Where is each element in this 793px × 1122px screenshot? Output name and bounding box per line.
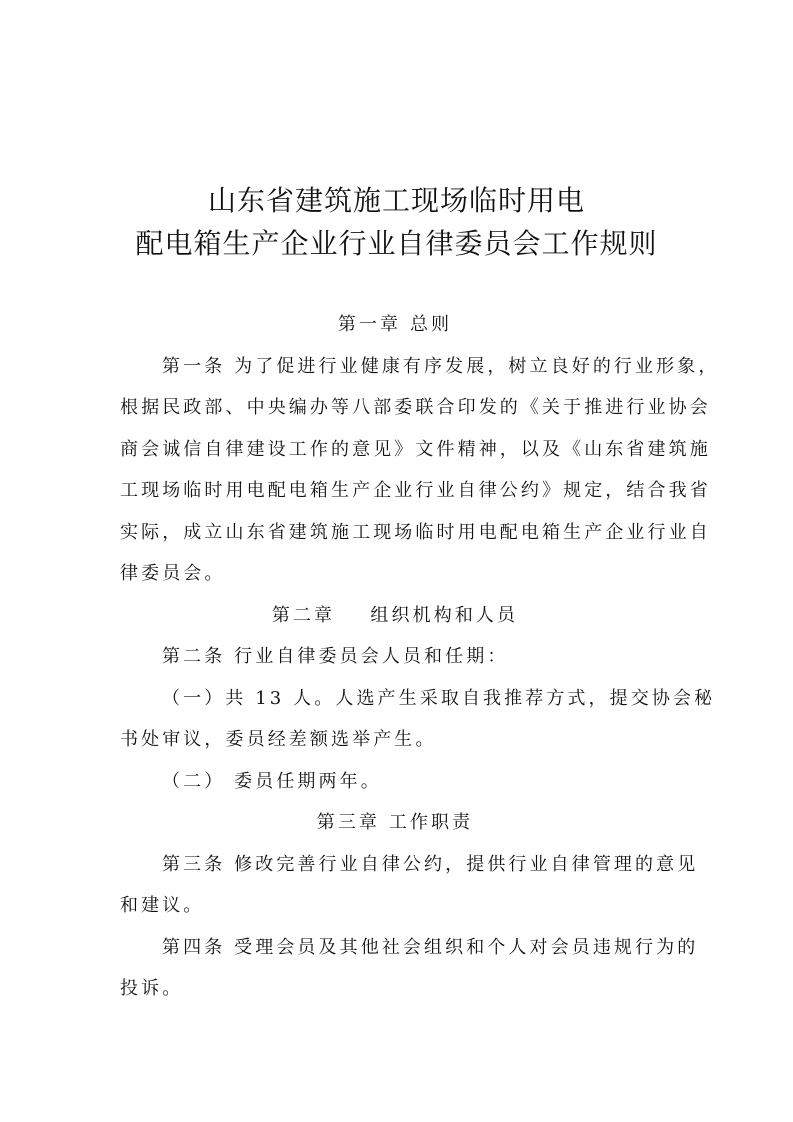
title-line-1: 山东省建筑施工现场临时用电	[207, 184, 585, 217]
paragraph-line: 第四条 受理会员及其他社会组织和个人对会员违规行为的	[162, 936, 699, 958]
paragraph-line: 实际，成立山东省建筑施工现场临时用电配电箱生产企业行业自	[120, 521, 711, 543]
paragraph-line: 商会诚信自律建设工作的意见》文件精神，以及《山东省建筑施	[120, 438, 711, 460]
paragraph-line: 工现场临时用电配电箱生产企业行业自律公约》规定，结合我省	[120, 480, 711, 501]
paragraph-line: 书处审议，委员经差额选举产生。	[120, 729, 437, 750]
paragraph-line: （二） 委员任期两年。	[162, 770, 382, 792]
chapter-heading: 第二章 组织机构和人员	[271, 604, 519, 626]
paragraph-line: 第一条 为了促进行业健康有序发展，树立良好的行业形象，	[162, 355, 720, 377]
paragraph-line: 和建议。	[120, 895, 205, 916]
paragraph-line: 律委员会。	[120, 563, 226, 584]
paragraph-line: （一）共 13 人。人选产生采取自我推荐方式，提交协会秘	[162, 687, 716, 709]
chapter-heading: 第三章 工作职责	[316, 812, 474, 833]
paragraph-line: 投诉。	[120, 978, 184, 999]
document-body	[120, 304, 720, 1010]
paragraph-line: 第二条 行业自律委员会人员和任期：	[162, 646, 509, 667]
chapter-heading: 第一章 总则	[337, 314, 453, 335]
title-line-2: 配电箱生产企业行业自律委员会工作规则	[135, 227, 658, 260]
document-title	[0, 179, 793, 265]
paragraph-line: 根据民政部、中央编办等八部委联合印发的《关于推进行业协会	[120, 397, 711, 418]
paragraph-line: 第三条 修改完善行业自律公约，提供行业自律管理的意见	[162, 853, 699, 875]
